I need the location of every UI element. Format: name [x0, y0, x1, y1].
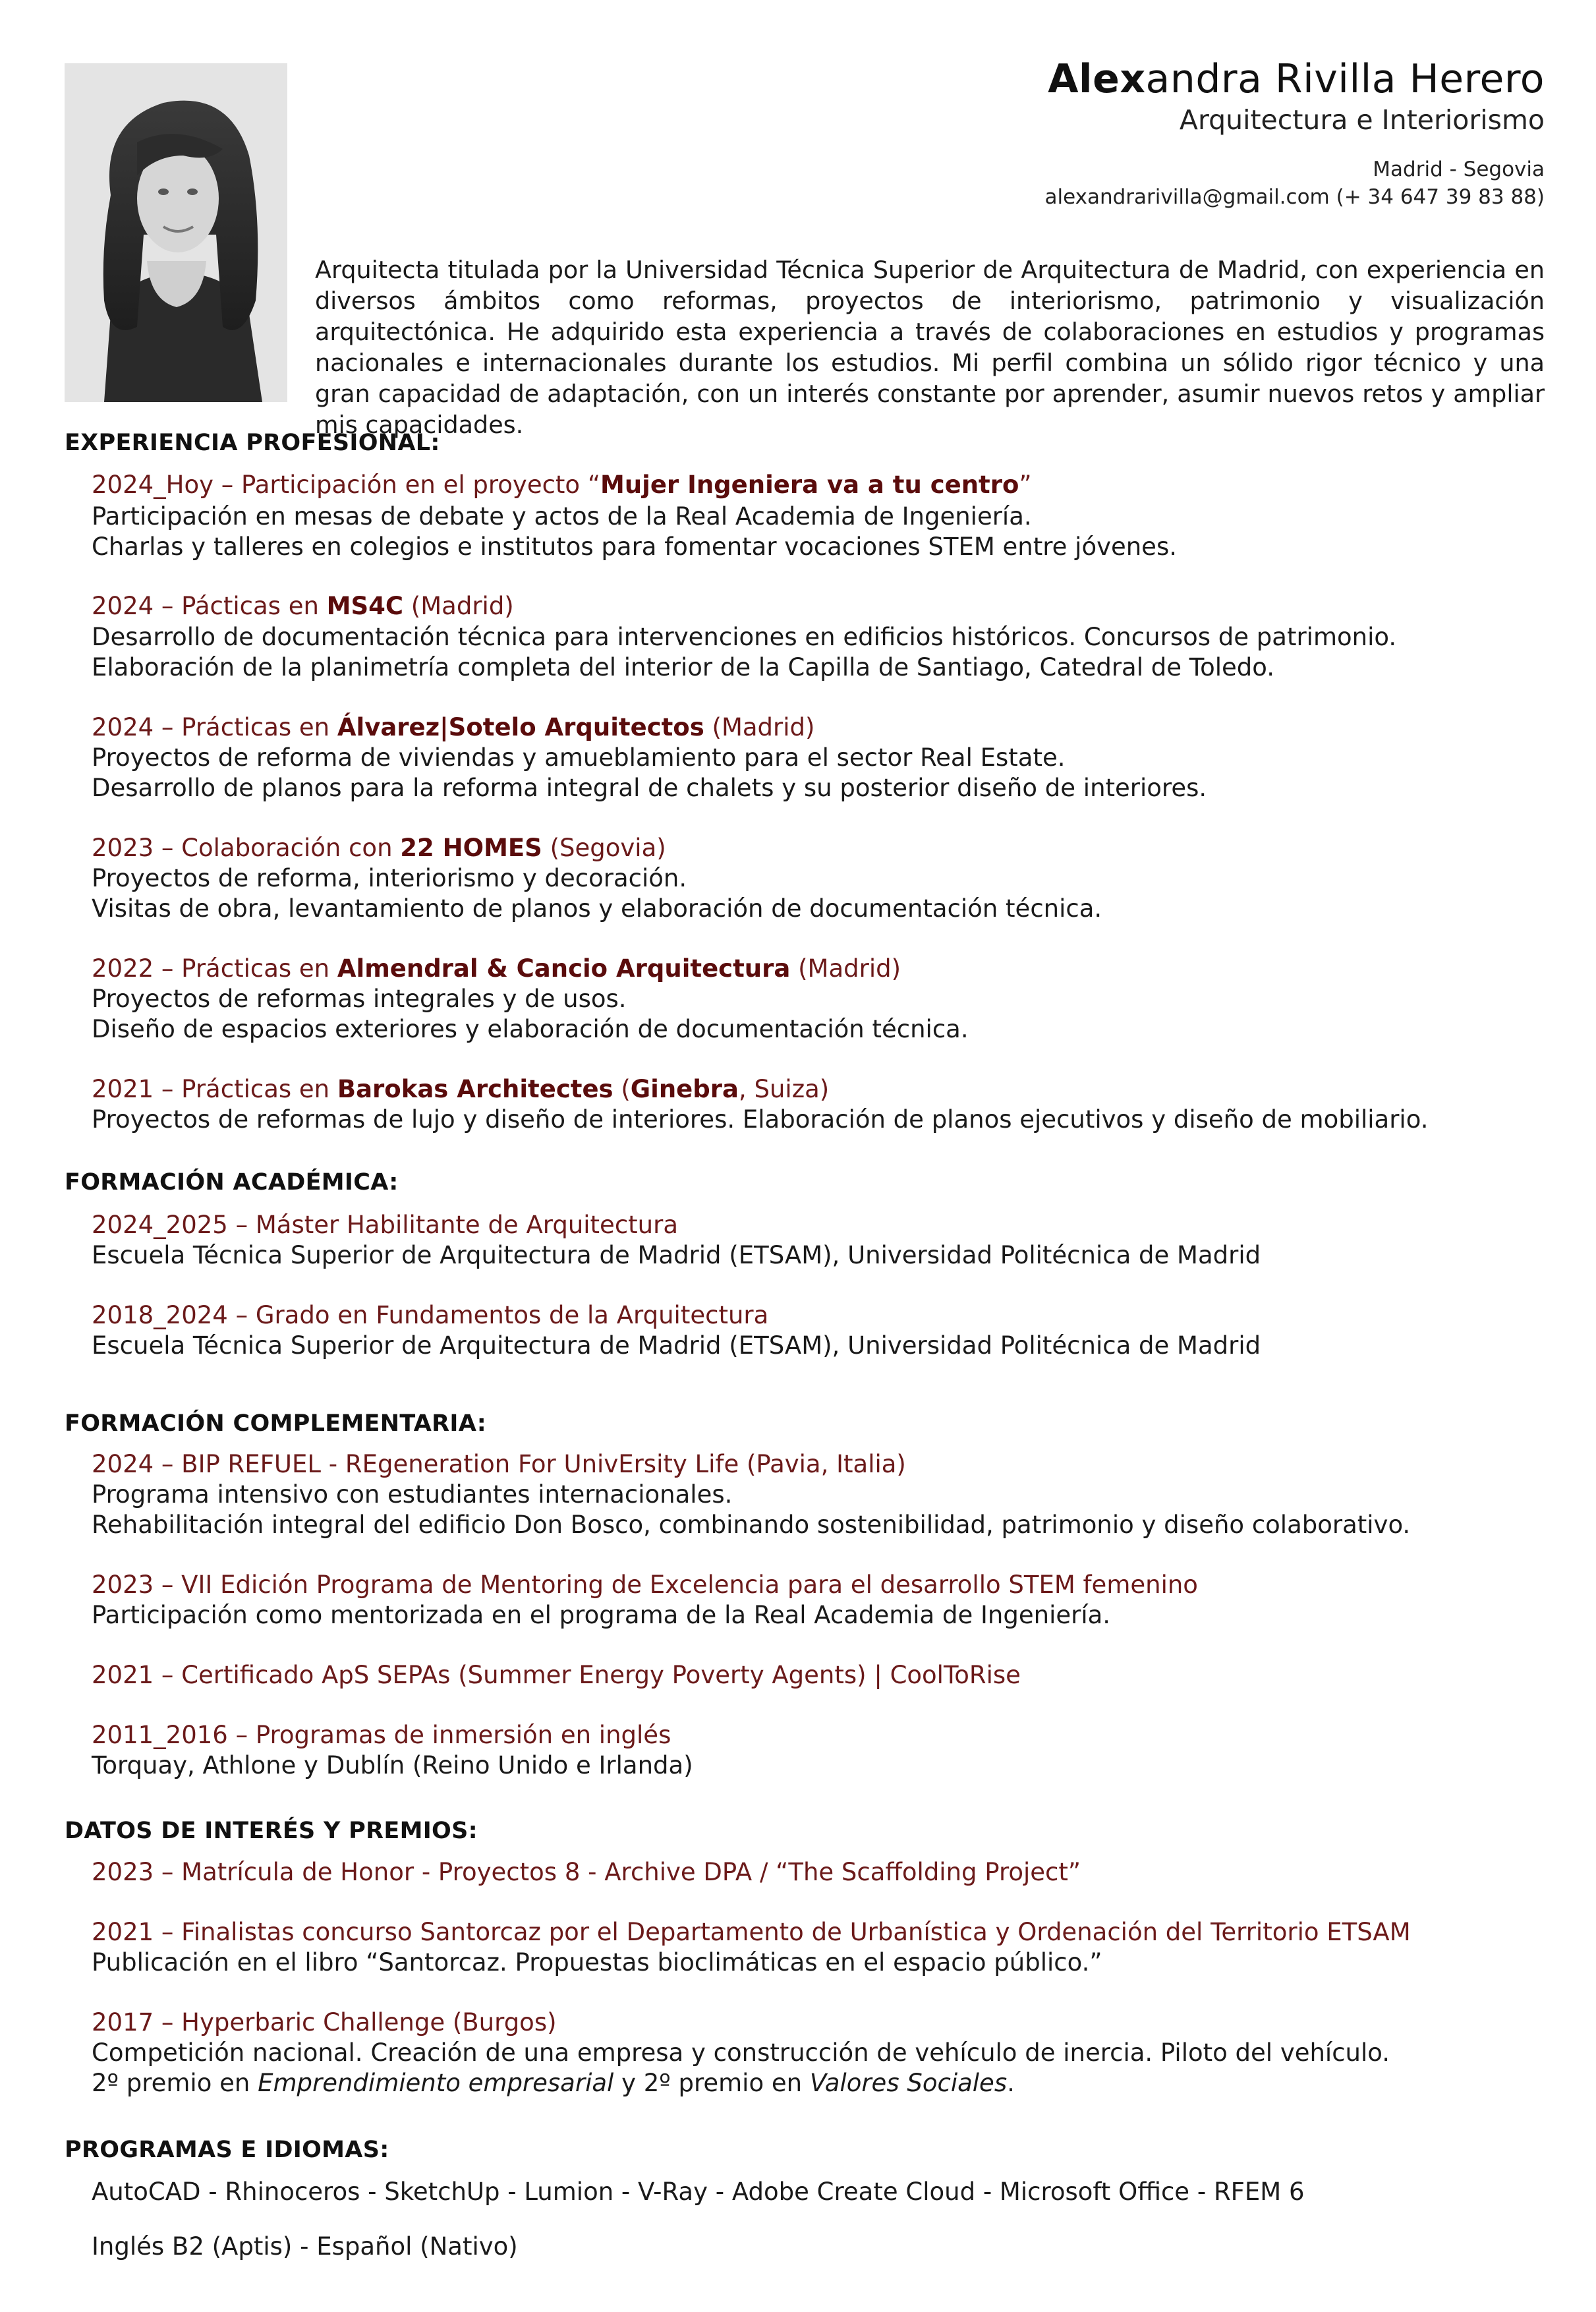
- experience-detail: Proyectos de reformas integrales y de usos.: [92, 985, 627, 1013]
- experience-detail: Visitas de obra, levantamiento de planos y elaboración de documentación técnica.: [92, 894, 1102, 923]
- complementary-detail: Rehabilitación integral del edificio Don Bosco, combinando sostenibilidad, patrimonio y diseño colaborativo.: [92, 1511, 1411, 1539]
- complementary-title: 2024 – BIP REFUEL - REgeneration For UnivErsity Life (Pavia, Italia): [92, 1450, 906, 1478]
- experience-title: 2024 – Prácticas en Álvarez|Sotelo Arquitectos (Madrid): [92, 713, 815, 741]
- complementary-title: 2021 – Certificado ApS SEPAs (Summer Energy Poverty Agents) | CoolToRise: [92, 1661, 1021, 1689]
- experience-detail: Desarrollo de planos para la reforma integral de chalets y su posterior diseño de interiores.: [92, 774, 1207, 802]
- section-heading-experience: EXPERIENCIA PROFESIONAL:: [65, 430, 440, 456]
- experience-detail: Charlas y talleres en colegios e institutos para fomentar vocaciones STEM entre jóvenes.: [92, 533, 1177, 561]
- experience-detail: Proyectos de reforma, interiorismo y decoración.: [92, 864, 687, 892]
- experience-detail: Desarrollo de documentación técnica para intervenciones en edificios históricos. Concursos de patrimonio.: [92, 623, 1397, 651]
- experience-title: 2022 – Prácticas en Almendral & Cancio Arquitectura (Madrid): [92, 954, 901, 983]
- job-title: Arquitectura e Interiorismo: [1179, 104, 1545, 136]
- languages-list: Inglés B2 (Aptis) - Español (Nativo): [92, 2232, 518, 2261]
- complementary-detail: Programa intensivo con estudiantes internacionales.: [92, 1480, 733, 1509]
- header: [1045, 55, 1545, 211]
- education-title: 2024_2025 – Máster Habilitante de Arquitectura: [92, 1211, 679, 1239]
- section-heading-awards: DATOS DE INTERÉS Y PREMIOS:: [65, 1818, 478, 1844]
- profile-summary: Arquitecta titulada por la Universidad Técnica Superior de Arquitectura de Madrid, con experiencia en diversos ámbitos como reformas, proyectos de interiorismo, patrimonio y visualización arquitectónica. He adquirido esta experiencia a través de colaboraciones en estudios y programas nacionales e internacionales durante los estudios. Mi perfil combina un sólido rigor técnico y una gran capacidad de adaptación, con un interés constante por aprender, asumir nuevos retos y ampliar mis capacidades.: [315, 256, 1545, 439]
- award-detail: Publicación en el libro “Santorcaz. Propuestas bioclimáticas en el espacio público.”: [92, 1948, 1102, 1977]
- experience-title: 2023 – Colaboración con 22 HOMES (Segovia): [92, 834, 666, 862]
- award-title: 2017 – Hyperbaric Challenge (Burgos): [92, 2008, 557, 2037]
- programs-list: AutoCAD - Rhinoceros - SketchUp - Lumion - V-Ray - Adobe Create Cloud - Microsoft Office - RFEM 6: [92, 2178, 1305, 2206]
- full-name: [1045, 55, 1545, 103]
- complementary-detail: Torquay, Athlone y Dublín (Reino Unido e Irlanda): [92, 1751, 693, 1779]
- experience-detail: Participación en mesas de debate y actos de la Real Academia de Ingeniería.: [92, 502, 1032, 531]
- experience-detail: Proyectos de reforma de viviendas y amueblamiento para el sector Real Estate.: [92, 743, 1066, 772]
- award-detail: Competición nacional. Creación de una empresa y construcción de vehículo de inercia. Piloto del vehículo.: [92, 2038, 1390, 2067]
- award-title: 2023 – Matrícula de Honor - Proyectos 8 - Archive DPA / “The Scaffolding Project”: [92, 1858, 1081, 1886]
- section-heading-complementary: FORMACIÓN COMPLEMENTARIA:: [65, 1410, 487, 1437]
- experience-title: 2021 – Prácticas en Barokas Architectes (Ginebra, Suiza): [92, 1075, 830, 1103]
- name-bold: Alex: [1048, 56, 1146, 102]
- location: Madrid - Segovia: [1373, 158, 1545, 181]
- education-detail: Escuela Técnica Superior de Arquitectura de Madrid (ETSAM), Universidad Politécnica de Madrid: [92, 1241, 1261, 1269]
- experience-title: 2024_Hoy – Participación en el proyecto “Mujer Ingeniera va a tu centro”: [92, 471, 1032, 499]
- section-heading-education: FORMACIÓN ACADÉMICA:: [65, 1169, 399, 1196]
- award-prizes: 2º premio en Emprendimiento empresarial y 2º premio en Valores Sociales.: [92, 2069, 1015, 2097]
- complementary-title: 2023 – VII Edición Programa de Mentoring de Excelencia para el desarrollo STEM femenino: [92, 1571, 1198, 1599]
- award-title: 2021 – Finalistas concurso Santorcaz por el Departamento de Urbanística y Ordenación del Territorio ETSAM: [92, 1918, 1411, 1946]
- experience-detail: Proyectos de reformas de lujo y diseño de interiores. Elaboración de planos ejecutivos y diseño de mobiliario.: [92, 1105, 1429, 1134]
- experience-title: 2024 – Pácticas en MS4C (Madrid): [92, 592, 514, 620]
- complementary-detail: Participación como mentorizada en el programa de la Real Academia de Ingeniería.: [92, 1601, 1111, 1629]
- education-detail: Escuela Técnica Superior de Arquitectura de Madrid (ETSAM), Universidad Politécnica de Madrid: [92, 1331, 1261, 1360]
- profile-photo: [65, 63, 287, 402]
- section-heading-skills: PROGRAMAS E IDIOMAS:: [65, 2137, 389, 2163]
- experience-detail: Diseño de espacios exteriores y elaboración de documentación técnica.: [92, 1015, 969, 1043]
- contact-info: alexandrarivilla@gmail.com (+ 34 647 39 83 88): [1044, 185, 1545, 209]
- experience-detail: Elaboración de la planimetría completa del interior de la Capilla de Santiago, Catedral de Toledo.: [92, 653, 1274, 681]
- name-rest: andra Rivilla Herero: [1145, 56, 1545, 102]
- education-title: 2018_2024 – Grado en Fundamentos de la Arquitectura: [92, 1301, 769, 1329]
- complementary-title: 2011_2016 – Programas de inmersión en inglés: [92, 1721, 671, 1749]
